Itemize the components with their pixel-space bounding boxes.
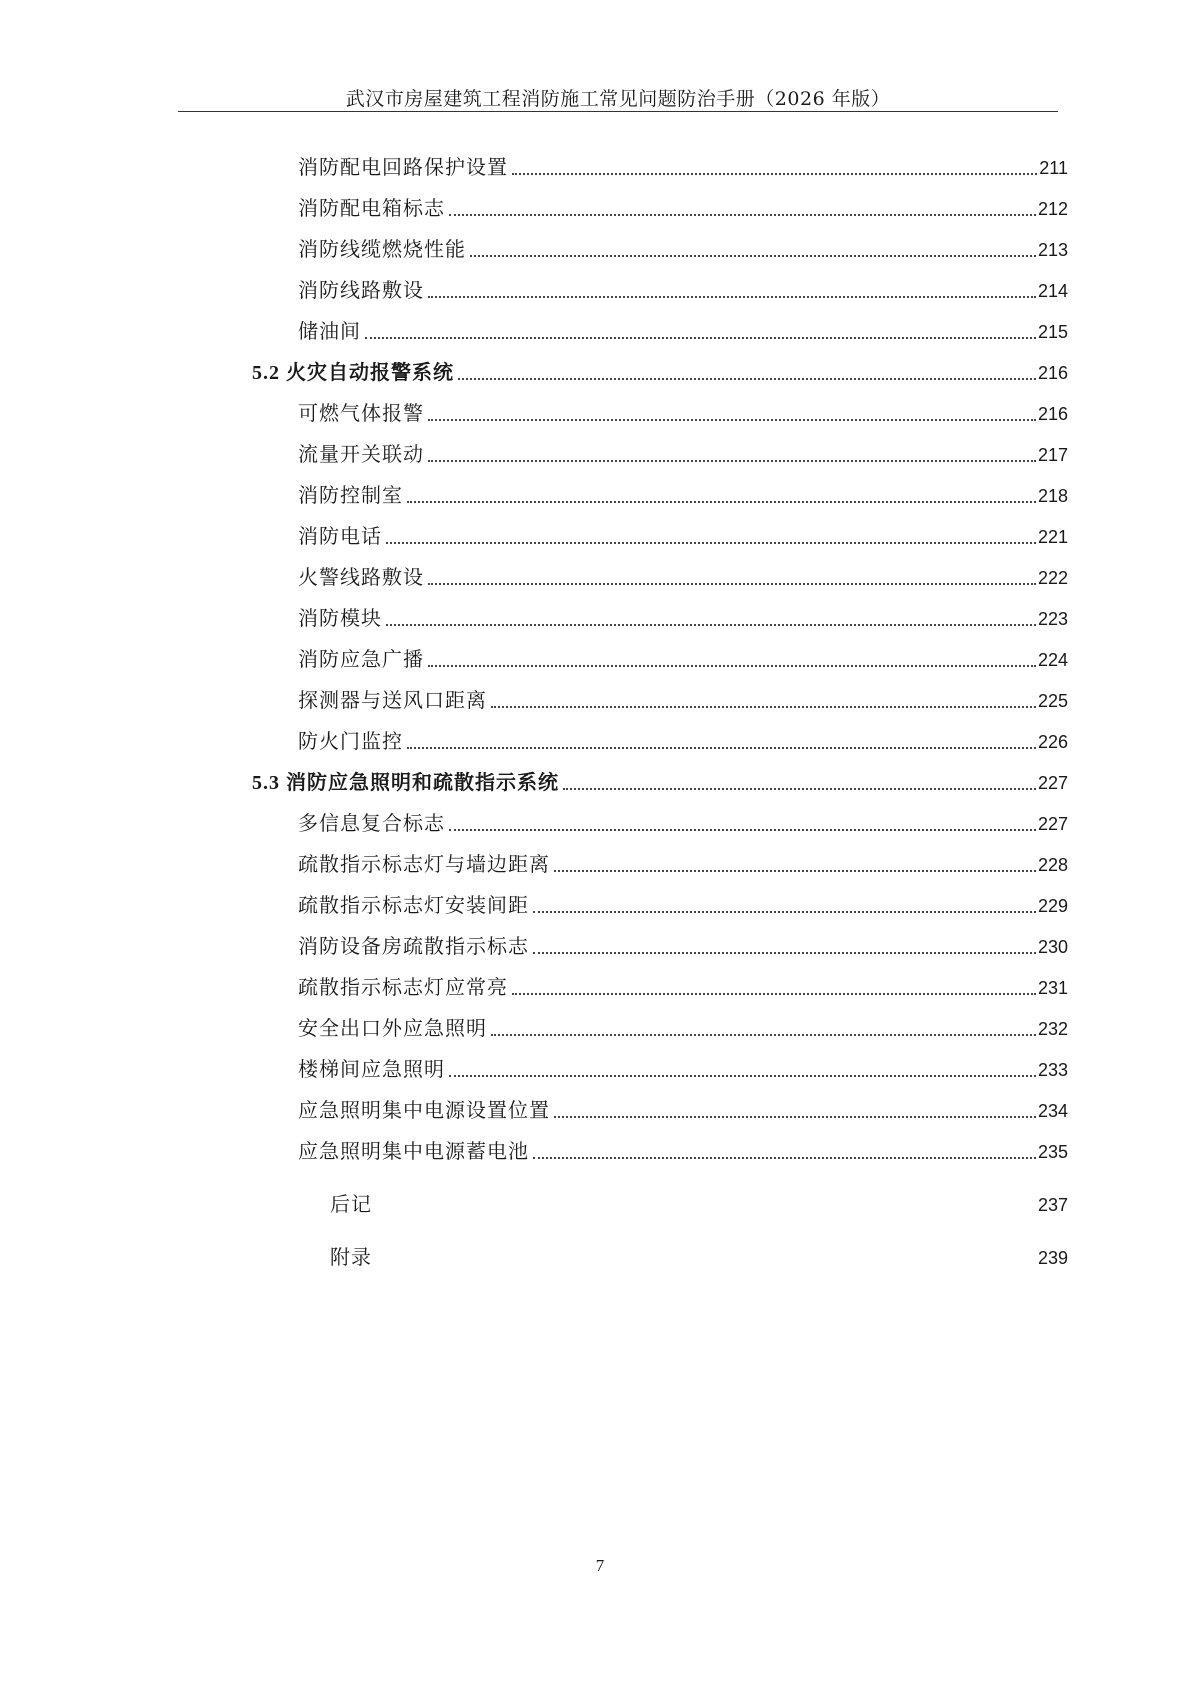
toc-entry-label: 火警线路敷设 [298,565,424,589]
toc-entry-label: 消防电话 [298,524,382,548]
toc-entry-page: 212 [1037,199,1068,219]
toc-entry-page: 222 [1037,568,1068,588]
toc-leader-dots [449,214,1036,216]
toc-entry-label: 防火门监控 [298,729,403,753]
toc-entry[interactable] [298,1093,1068,1123]
toc-leader-dots [428,419,1036,421]
toc-entry-label: 探测器与送风口距离 [298,688,487,712]
toc-entry[interactable] [298,642,1068,672]
toc-leader-dots [512,173,1037,175]
toc-entry[interactable] [298,683,1068,713]
toc-entry-page: 235 [1037,1142,1068,1162]
toc-section-entry[interactable] [252,765,1068,795]
toc-leader-dots [386,542,1036,544]
toc-leader-dots [428,665,1036,667]
toc-section-label: 火灾自动报警系统 [286,360,454,384]
toc-entry-label: 消防线缆燃烧性能 [298,237,466,261]
toc-entry[interactable] [298,1052,1068,1082]
toc-leader-dots [428,460,1036,462]
toc-leader-dots [491,1034,1036,1036]
toc-entry[interactable] [298,519,1068,549]
toc-entry[interactable] [298,1011,1068,1041]
toc-entry-page: 228 [1037,855,1068,875]
toc-entry[interactable] [298,1134,1068,1164]
toc-entry[interactable] [298,396,1068,426]
toc-entry-page: 213 [1037,240,1068,260]
toc-entry[interactable] [298,191,1068,221]
toc-entry-label: 应急照明集中电源蓄电池 [298,1139,529,1163]
toc-entry-label: 消防配电箱标志 [298,196,445,220]
toc-section-number: 5.2 [252,362,280,384]
toc-entry-label: 消防线路敷设 [298,278,424,302]
toc-entry-label: 疏散指示标志灯与墙边距离 [298,852,550,876]
toc-entry-page: 221 [1037,527,1068,547]
toc-entry-label: 消防配电回路保护设置 [298,155,508,179]
toc-section-number: 5.3 [252,772,280,794]
toc-entry-label: 楼梯间应急照明 [298,1057,445,1081]
toc-entry[interactable] [298,478,1068,508]
toc-leader-dots [386,624,1036,626]
toc-section-entry[interactable] [252,355,1068,385]
toc-entry-page: 215 [1037,322,1068,342]
toc-entry-page: 217 [1037,445,1068,465]
toc-entry[interactable] [298,150,1068,180]
toc-entry-label: 应急照明集中电源设置位置 [298,1098,550,1122]
toc-leader-dots [458,378,1036,380]
toc-entry[interactable] [298,970,1068,1000]
toc-entry-label: 可燃气体报警 [298,401,424,425]
toc-entry-page: 227 [1037,773,1068,793]
toc-entry-label: 疏散指示标志灯安装间距 [298,893,529,917]
toc-entry-page: 234 [1037,1101,1068,1121]
toc-entry-label: 消防设备房疏散指示标志 [298,934,529,958]
toc-leader-dots [554,1116,1036,1118]
toc-backmatter-entry[interactable] [330,1187,1068,1217]
toc-leader-dots [407,501,1036,503]
toc-entry-page: 233 [1037,1060,1068,1080]
toc-entry-page: 224 [1037,650,1068,670]
toc-entry-label: 安全出口外应急照明 [298,1016,487,1040]
toc-entry[interactable] [298,232,1068,262]
toc-entry-label: 消防控制室 [298,483,403,507]
toc-entry-page: 225 [1037,691,1068,711]
toc-backmatter-entry[interactable] [330,1240,1068,1270]
toc-entry-page: 227 [1037,814,1068,834]
toc-entry-page: 218 [1037,486,1068,506]
toc-entry[interactable] [298,806,1068,836]
toc-entry[interactable] [298,560,1068,590]
toc-leader-dots [428,296,1036,298]
toc-entry-label: 消防应急广播 [298,647,424,671]
toc-entry-page: 216 [1037,363,1068,383]
toc-leader-dots [533,952,1036,954]
toc-entry-page: 239 [1037,1248,1068,1268]
toc-leader-dots [407,747,1036,749]
toc-leader-dots [470,255,1036,257]
toc-entry[interactable] [298,724,1068,754]
toc-entry-page: 230 [1037,937,1068,957]
toc-entry-page: 226 [1037,732,1068,752]
toc-entry-page: 223 [1037,609,1068,629]
running-header: 武汉市房屋建筑工程消防施工常见问题防治手册（2026 年版） [345,88,891,110]
toc-entry-label: 消防模块 [298,606,382,630]
toc-entry-page: 216 [1037,404,1068,424]
toc-leader-dots [365,337,1036,339]
toc-entry[interactable] [298,847,1068,877]
toc-entry-page: 211 [1039,158,1068,178]
toc-entry-page: 237 [1037,1195,1068,1215]
toc-entry-label: 附录 [330,1245,372,1269]
page-number: 7 [595,1556,605,1575]
toc-entry-label: 储油间 [298,319,361,343]
toc-entry-page: 231 [1037,978,1068,998]
toc-leader-dots [554,870,1036,872]
toc-entry[interactable] [298,601,1068,631]
toc-entry-label: 后记 [330,1192,372,1216]
toc-entry[interactable] [298,437,1068,467]
toc-entry[interactable] [298,888,1068,918]
toc-entry-page: 229 [1037,896,1068,916]
toc-leader-dots [533,1157,1036,1159]
toc-entry[interactable] [298,929,1068,959]
toc-entry-page: 214 [1037,281,1068,301]
toc-entry-label: 疏散指示标志灯应常亮 [298,975,508,999]
toc-leader-dots [533,911,1036,913]
toc-leader-dots [563,788,1036,790]
toc-entry[interactable] [298,273,1068,303]
toc-entry-label: 流量开关联动 [298,442,424,466]
toc-leader-dots [512,993,1036,995]
toc-entry-label: 多信息复合标志 [298,811,445,835]
toc-leader-dots [428,583,1036,585]
toc-leader-dots [491,706,1036,708]
toc-leader-dots [449,829,1036,831]
toc-leader-dots [449,1075,1036,1077]
header-rule [178,111,1058,112]
toc-entry-page: 232 [1037,1019,1068,1039]
toc-entry[interactable] [298,314,1068,344]
toc-section-label: 消防应急照明和疏散指示系统 [286,770,559,794]
